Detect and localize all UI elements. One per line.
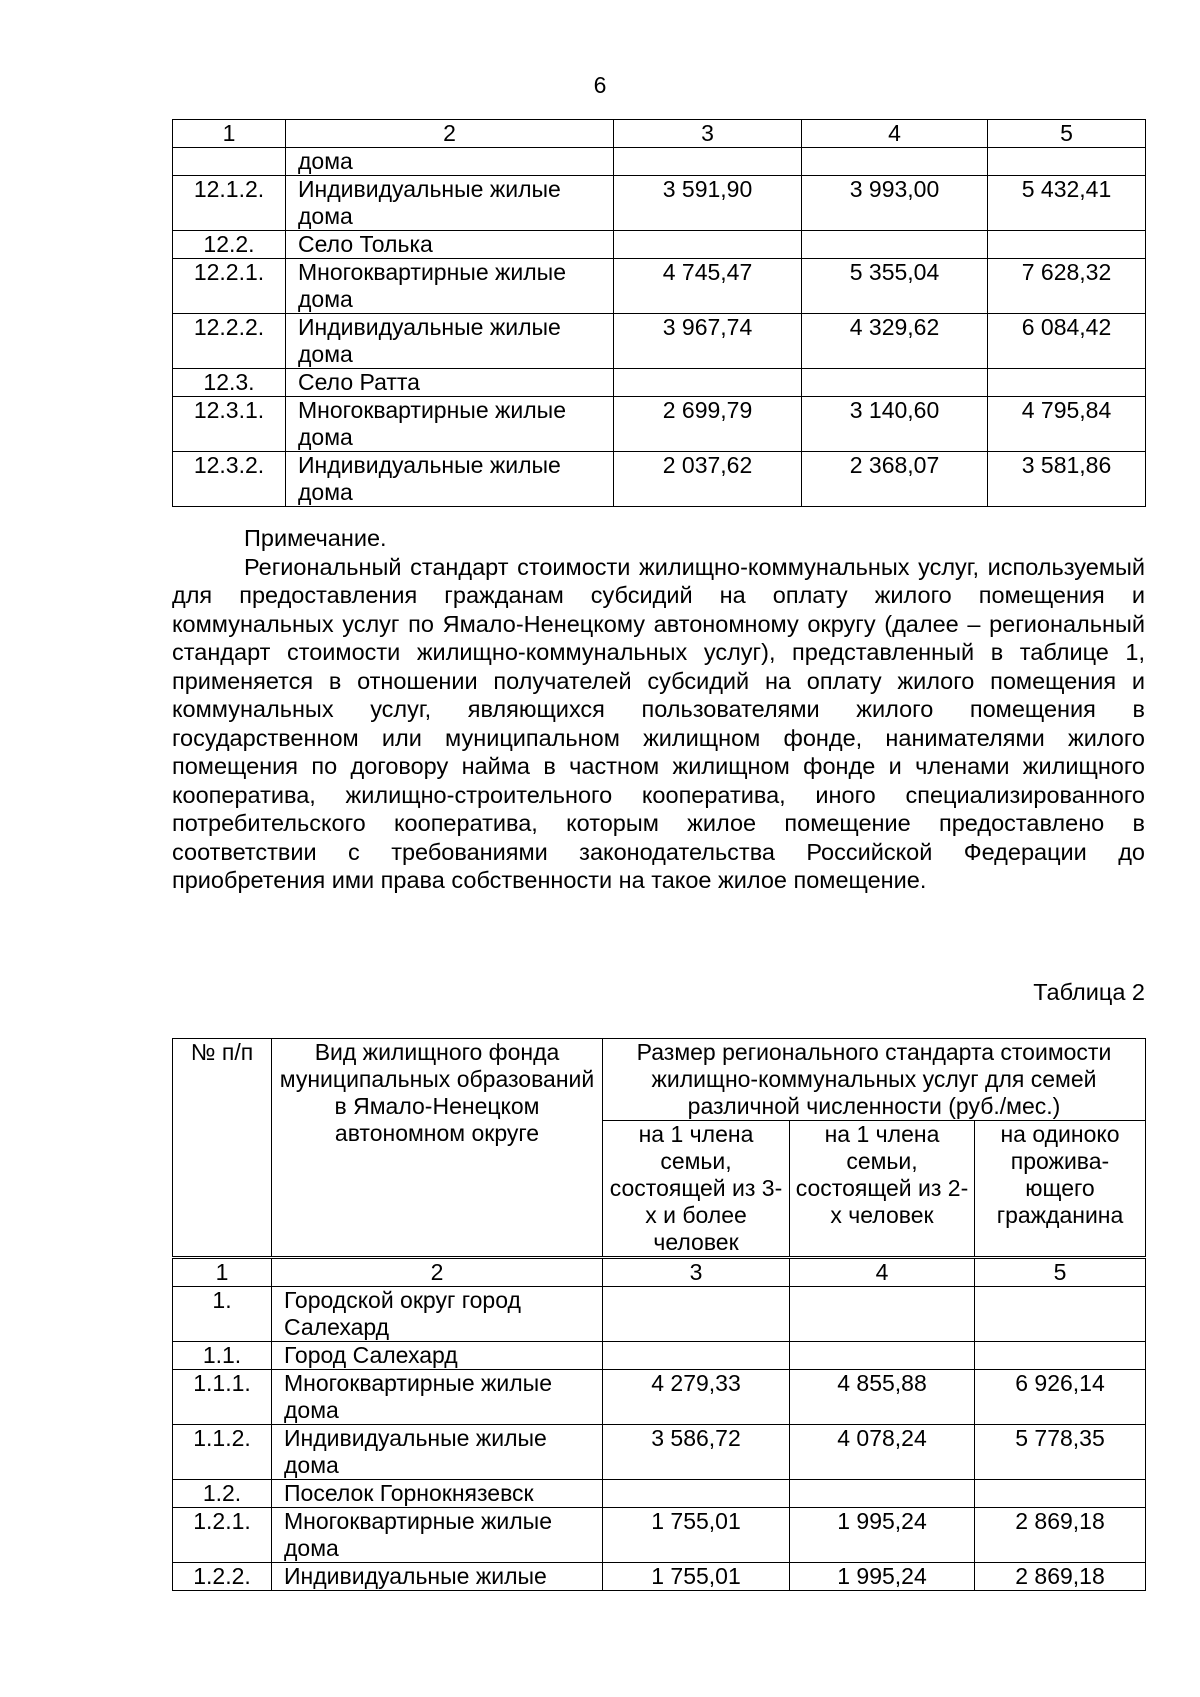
note — [172, 524, 1145, 895]
value-col-4: 3 140,60 — [802, 397, 988, 452]
table-1 — [172, 119, 1146, 507]
value-col-5: 3 581,86 — [988, 452, 1146, 507]
table-row — [173, 1287, 1146, 1342]
table-row — [173, 397, 1146, 452]
column-number: 1 — [173, 1258, 272, 1287]
row-name: дома — [286, 148, 614, 176]
value-col-3 — [603, 1480, 790, 1508]
table-row — [173, 1563, 1146, 1591]
value-col-5: 7 628,32 — [988, 259, 1146, 314]
row-name: Поселок Горнокнязевск — [272, 1480, 603, 1508]
column-number: 1 — [173, 120, 286, 148]
value-col-4: 1 995,24 — [790, 1508, 975, 1563]
row-number: 12.2. — [173, 231, 286, 259]
row-name: Городской округ город Салехард — [272, 1287, 603, 1342]
value-col-4 — [802, 231, 988, 259]
header-family-3plus: на 1 члена семьи, состоящей из 3-х и более человек — [603, 1121, 790, 1258]
table-row — [173, 259, 1146, 314]
row-name: Город Салехард — [272, 1342, 603, 1370]
row-number: 1.1.1. — [173, 1370, 272, 1425]
table-1-column-numbers — [173, 120, 1146, 148]
row-name: Индивидуальные жилые дома — [286, 452, 614, 507]
column-number: 3 — [603, 1258, 790, 1287]
row-number: 12.1.2. — [173, 176, 286, 231]
value-col-4 — [802, 369, 988, 397]
value-col-5: 6 926,14 — [975, 1370, 1146, 1425]
row-number: 12.3. — [173, 369, 286, 397]
value-col-4 — [802, 148, 988, 176]
table-2-header-row — [173, 1039, 1146, 1121]
header-family-2: на 1 члена семьи, состоящей из 2-х человек — [790, 1121, 975, 1258]
table-row — [173, 452, 1146, 507]
value-col-3: 3 967,74 — [614, 314, 802, 369]
table-row — [173, 369, 1146, 397]
row-name: Многоквартирные жилые дома — [286, 259, 614, 314]
value-col-4: 5 355,04 — [802, 259, 988, 314]
table-row — [173, 176, 1146, 231]
header-single: на одиноко прожива-ющего гражданина — [975, 1121, 1146, 1258]
row-name: Многоквартирные жилые дома — [286, 397, 614, 452]
header-num: № п/п — [173, 1039, 272, 1258]
value-col-4: 4 329,62 — [802, 314, 988, 369]
value-col-3: 2 037,62 — [614, 452, 802, 507]
table-row — [173, 231, 1146, 259]
row-number: 12.2.1. — [173, 259, 286, 314]
row-number: 1.2.2. — [173, 1563, 272, 1591]
value-col-3 — [614, 148, 802, 176]
page-number: 6 — [593, 72, 607, 98]
row-number: 12.2.2. — [173, 314, 286, 369]
table-2-column-numbers — [173, 1258, 1146, 1287]
value-col-5 — [975, 1287, 1146, 1342]
table-row — [173, 1342, 1146, 1370]
value-col-4: 3 993,00 — [802, 176, 988, 231]
note-text: Региональный стандарт стоимости жилищно-коммунальных услуг, используемый для предоставления гражданам субсидий на оплату жилого помещения и коммунальных услуг по Ямало-Ненецкому автономному округу (далее – региональный стандарт стоимости жилищно-коммунальных услуг), представленный в таблице 1, применяется в отношении получателей субсидий на оплату жилого помещения и коммунальных услуг, являющихся пользователями жилого помещения в государственном или муниципальном жилищном фонде, нанимателями жилого помещения по договору найма в частном жилищном фонде и членами жилищного кооператива, жилищно-строительного кооператива, иного специализированного потребительского кооператива, которым жилое помещение предоставлено в соответствии с требованиями законодательства Российской Федерации до приобретения ими права собственности на такое жилое помещение. — [172, 553, 1145, 893]
table-row — [173, 1370, 1146, 1425]
value-col-4: 4 855,88 — [790, 1370, 975, 1425]
value-col-4: 1 995,24 — [790, 1563, 975, 1591]
row-number: 1.2. — [173, 1480, 272, 1508]
row-number: 12.3.1. — [173, 397, 286, 452]
row-number: 12.3.2. — [173, 452, 286, 507]
table-row — [173, 314, 1146, 369]
note-title: Примечание. — [244, 525, 387, 551]
table-1-body — [173, 120, 1146, 507]
column-number: 2 — [272, 1258, 603, 1287]
value-col-3: 1 755,01 — [603, 1563, 790, 1591]
value-col-4 — [790, 1480, 975, 1508]
row-number: 1. — [173, 1287, 272, 1342]
table-2-caption: Таблица 2 — [1033, 979, 1145, 1005]
value-col-5: 5 432,41 — [988, 176, 1146, 231]
value-col-4 — [790, 1342, 975, 1370]
value-col-5 — [988, 148, 1146, 176]
table-row — [173, 148, 1146, 176]
header-housing-type: Вид жилищного фонда муниципальных образований в Ямало-Ненецком автономном округе — [272, 1039, 603, 1258]
value-col-3 — [603, 1287, 790, 1342]
table-row — [173, 1425, 1146, 1480]
value-col-3 — [603, 1342, 790, 1370]
row-name: Индивидуальные жилые дома — [272, 1425, 603, 1480]
value-col-3 — [614, 231, 802, 259]
row-number: 1.1. — [173, 1342, 272, 1370]
table-2-body — [173, 1039, 1146, 1591]
column-number: 3 — [614, 120, 802, 148]
value-col-5: 2 869,18 — [975, 1563, 1146, 1591]
value-col-3: 2 699,79 — [614, 397, 802, 452]
row-number: 1.1.2. — [173, 1425, 272, 1480]
row-name: Индивидуальные жилые дома — [286, 314, 614, 369]
value-col-3: 4 279,33 — [603, 1370, 790, 1425]
row-name: Село Ратта — [286, 369, 614, 397]
value-col-5: 6 084,42 — [988, 314, 1146, 369]
table-row — [173, 1480, 1146, 1508]
column-number: 2 — [286, 120, 614, 148]
value-col-4 — [790, 1287, 975, 1342]
row-name: Многоквартирные жилые дома — [272, 1508, 603, 1563]
row-number: 1.2.1. — [173, 1508, 272, 1563]
column-number: 5 — [975, 1258, 1146, 1287]
row-name: Село Толька — [286, 231, 614, 259]
row-name: Индивидуальные жилые дома — [286, 176, 614, 231]
row-number — [173, 148, 286, 176]
table-row — [173, 1508, 1146, 1563]
value-col-5: 4 795,84 — [988, 397, 1146, 452]
value-col-3 — [614, 369, 802, 397]
value-col-3: 3 586,72 — [603, 1425, 790, 1480]
column-number: 5 — [988, 120, 1146, 148]
value-col-5: 5 778,35 — [975, 1425, 1146, 1480]
value-col-5 — [988, 369, 1146, 397]
column-number: 4 — [802, 120, 988, 148]
value-col-5 — [975, 1480, 1146, 1508]
table-2 — [172, 1038, 1146, 1591]
header-standard-size: Размер регионального стандарта стоимости жилищно-коммунальных услуг для семей различной численности (руб./мес.) — [603, 1039, 1146, 1121]
row-name: Многоквартирные жилые дома — [272, 1370, 603, 1425]
value-col-3: 1 755,01 — [603, 1508, 790, 1563]
value-col-3: 3 591,90 — [614, 176, 802, 231]
value-col-5: 2 869,18 — [975, 1508, 1146, 1563]
value-col-5 — [988, 231, 1146, 259]
value-col-4: 4 078,24 — [790, 1425, 975, 1480]
value-col-3: 4 745,47 — [614, 259, 802, 314]
value-col-5 — [975, 1342, 1146, 1370]
row-name: Индивидуальные жилые — [272, 1563, 603, 1591]
value-col-4: 2 368,07 — [802, 452, 988, 507]
column-number: 4 — [790, 1258, 975, 1287]
